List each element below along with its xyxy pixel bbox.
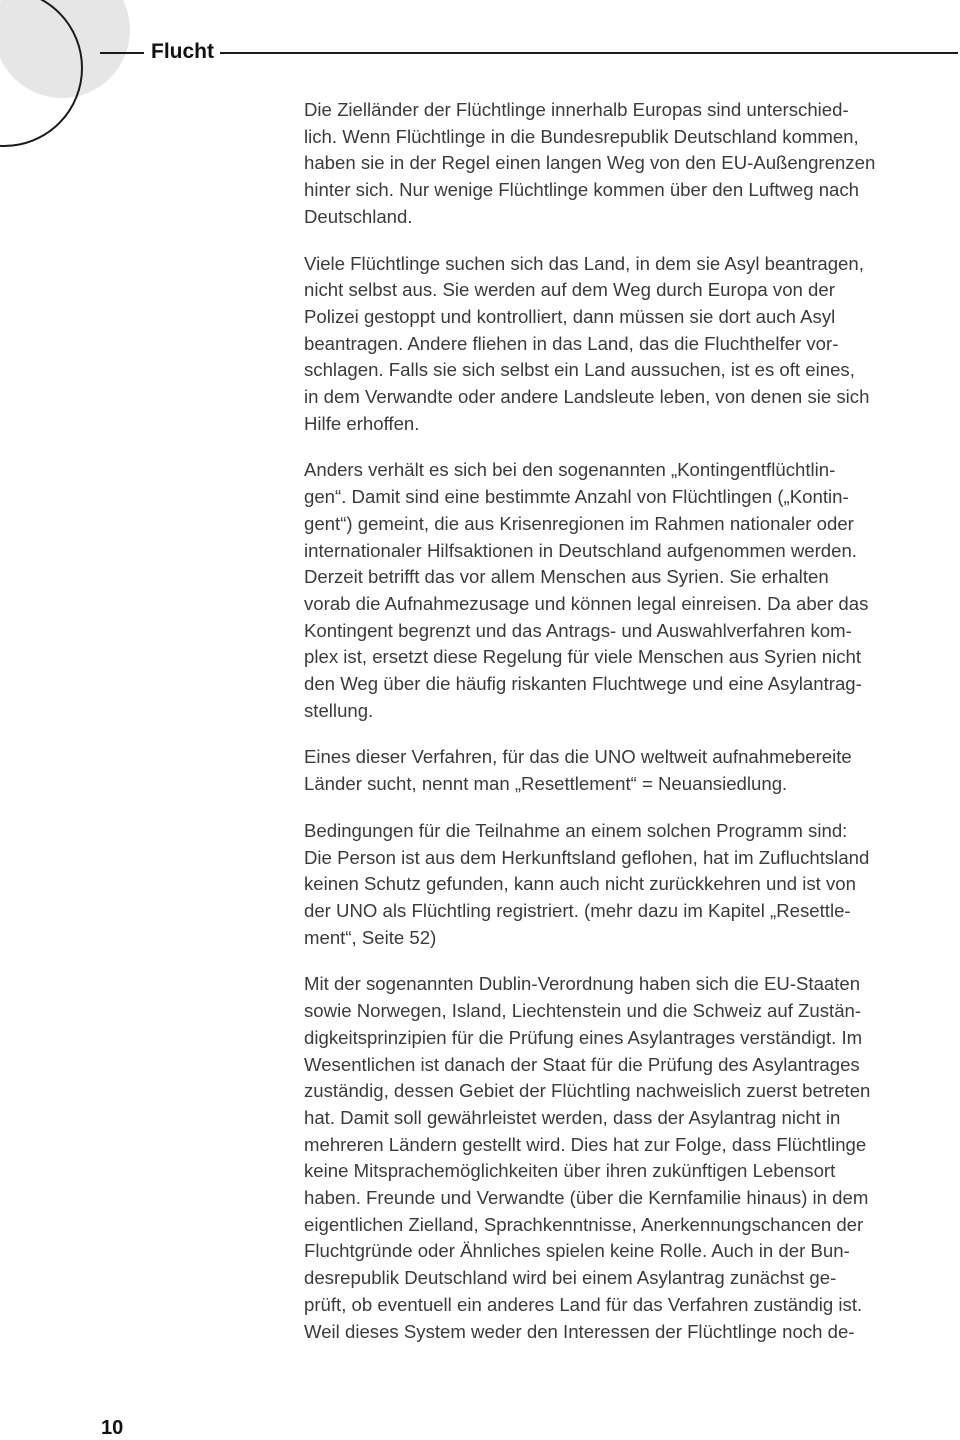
text-line: schlagen. Falls sie sich selbst ein Land aussuchen, ist es oft eines, (304, 359, 855, 381)
text-line: sowie Norwegen, Island, Liechtenstein und die Schweiz auf Zustän- (304, 1000, 862, 1022)
text-line: plex ist, ersetzt diese Regelung für viele Menschen aus Syrien nicht (304, 646, 862, 668)
text-line: haben. Freunde und Verwandte (über die Kernfamilie hinaus) in dem (304, 1187, 869, 1209)
paragraph (304, 818, 958, 952)
header-rule-right (220, 52, 958, 54)
text-line: gent“) gemeint, die aus Krisenregionen im Rahmen nationaler oder (304, 512, 854, 534)
text-line: zuständig, dessen Gebiet der Flüchtling nachweislich zuerst betreten (304, 1080, 871, 1102)
text-line: Polizei gestoppt und kontrolliert, dann müssen sie dort auch Asyl (304, 305, 836, 327)
text-line: nicht selbst aus. Sie werden auf dem Weg durch Europa von der (304, 279, 835, 301)
text-line: eigentlichen Zielland, Sprachkenntnisse, Anerkennungschancen der (304, 1213, 864, 1235)
header-rule-left (100, 52, 144, 54)
text-line: stellung. (304, 699, 374, 721)
text-line: Länder sucht, nennt man „Resettlement“ = Neuansiedlung. (304, 773, 788, 795)
text-line: internationaler Hilfsaktionen in Deutschland aufgenommen werden. (304, 539, 857, 561)
text-line: hat. Damit soll gewährleistet werden, dass der Asylantrag nicht in (304, 1106, 841, 1128)
paragraph (304, 97, 958, 231)
gray-circle-shape (0, 0, 130, 98)
paragraph (304, 251, 958, 438)
paragraph (304, 744, 958, 797)
text-line: in dem Verwandte oder andere Landsleute leben, von denen sie sich (304, 386, 870, 408)
page-number: 10 (101, 1417, 124, 1439)
text-line: Anders verhält es sich bei den sogenannten „Kontingentflüchtlin- (304, 459, 836, 481)
text-line: Kontingent begrenzt und das Antrags- und Auswahlverfahren kom- (304, 619, 852, 641)
text-line: prüft, ob eventuell ein anderes Land für das Verfahren zuständig ist. (304, 1293, 863, 1315)
paragraph (304, 971, 958, 1345)
text-line: Die Zielländer der Flüchtlinge innerhalb Europas sind unterschied- (304, 99, 849, 120)
text-line: desrepublik Deutschland wird bei einem Asylantrag zunächst ge- (304, 1267, 837, 1289)
text-line: gen“. Damit sind eine bestimmte Anzahl von Flüchtlingen („Kontin- (304, 486, 849, 508)
text-line: lich. Wenn Flüchtlinge in die Bundesrepublik Deutschland kommen, (304, 125, 859, 147)
text-line: beantragen. Andere fliehen in das Land, das die Fluchthelfer vor- (304, 332, 839, 354)
section-title: Flucht (151, 40, 214, 63)
text-line: haben sie in der Regel einen langen Weg von den EU-Außengrenzen (304, 152, 876, 174)
text-line: Deutschland. (304, 205, 413, 227)
text-line: Viele Flüchtlinge suchen sich das Land, in dem sie Asyl beantragen, (304, 252, 864, 274)
text-line: Derzeit betrifft das vor allem Menschen aus Syrien. Sie erhalten (304, 566, 829, 588)
text-line: Bedingungen für die Teilnahme an einem solchen Programm sind: (304, 819, 848, 841)
text-line: Mit der sogenannten Dublin-Verordnung haben sich die EU-Staaten (304, 973, 861, 995)
text-line: Fluchtgründe oder Ähnliches spielen keine Rolle. Auch in der Bun- (304, 1240, 850, 1262)
decorative-circles-graphic (0, 0, 140, 150)
text-line: Hilfe erhoffen. (304, 412, 420, 434)
text-line: Die Person ist aus dem Herkunftsland geflohen, hat im Zufluchtsland (304, 846, 870, 868)
text-line: der UNO als Flüchtling registriert. (mehr dazu im Kapitel „Resettle- (304, 899, 851, 921)
text-line: digkeitsprinzipien für die Prüfung eines Asylantrages verständigt. Im (304, 1026, 863, 1048)
paragraph (304, 457, 958, 724)
text-line: mehreren Ländern gestellt wird. Dies hat zur Folge, dass Flüchtlinge (304, 1133, 867, 1155)
text-line: keine Mitsprachemöglichkeiten über ihren zukünftigen Lebensort (304, 1160, 836, 1182)
text-line: Eines dieser Verfahren, für das die UNO weltweit aufnahmebereite (304, 746, 852, 768)
text-line: vorab die Aufnahmezusage und können legal einreisen. Da aber das (304, 592, 869, 614)
text-line: Weil dieses System weder den Interessen der Flüchtlinge noch de- (304, 1320, 855, 1342)
text-line: den Weg über die häufig riskanten Fluchtwege und eine Asylantrag- (304, 673, 862, 695)
text-line: ment“, Seite 52) (304, 926, 437, 948)
body-text (304, 97, 958, 1365)
text-line: Wesentlichen ist danach der Staat für die Prüfung des Asylantrages (304, 1053, 860, 1075)
text-line: hinter sich. Nur wenige Flüchtlinge kommen über den Luftweg nach (304, 179, 860, 201)
text-line: keinen Schutz gefunden, kann auch nicht zurückkehren und ist von (304, 873, 856, 895)
